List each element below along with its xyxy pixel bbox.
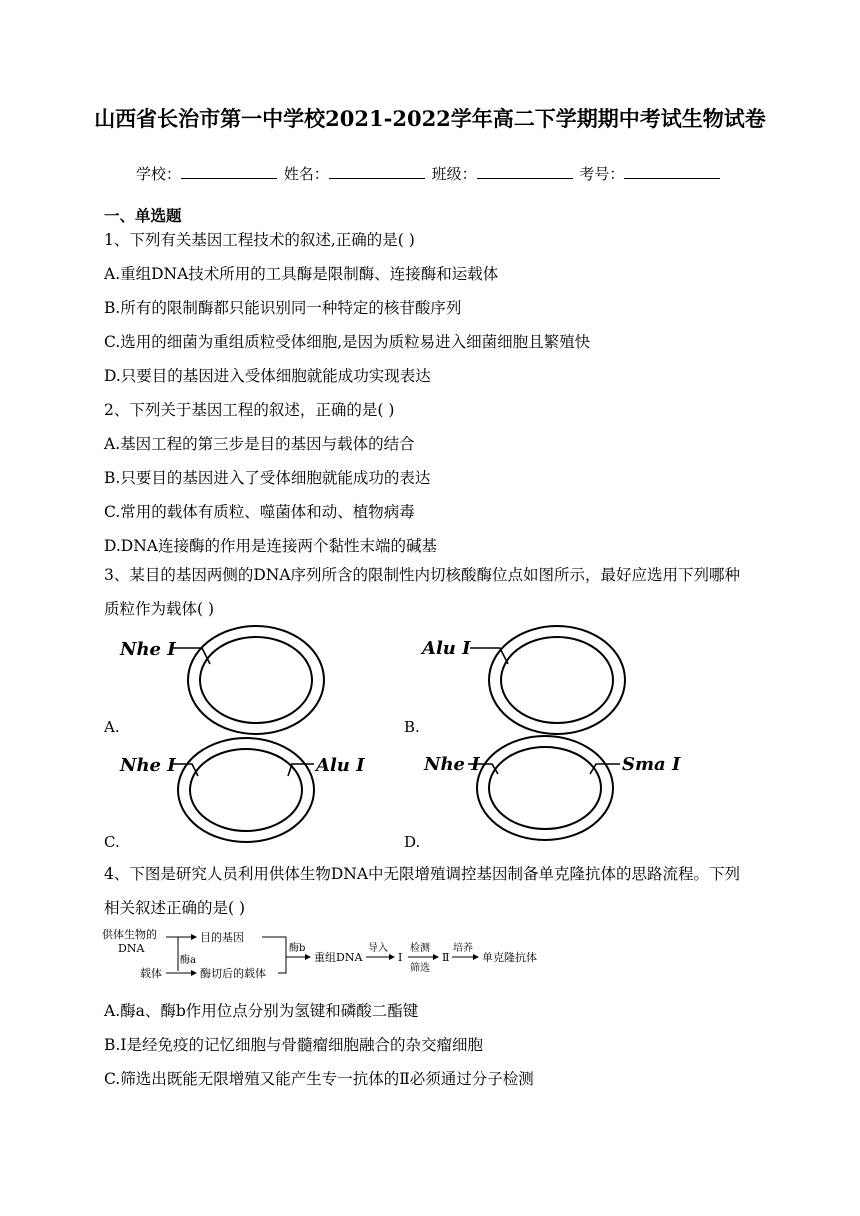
q3-option-a[interactable]: A. bbox=[104, 718, 120, 736]
flow-enzyme-a: 酶a bbox=[180, 955, 196, 966]
q4-stem: 4、下图是研究人员利用供体生物DNA中无限增殖调控基因制备单克隆抗体的思路流程。下列相关叙述正确的是( ) bbox=[104, 865, 741, 917]
flow-target-gene: 目的基因 bbox=[200, 931, 244, 944]
q3-option-b[interactable]: B. bbox=[404, 718, 420, 736]
plasmid-d[interactable] bbox=[423, 736, 681, 840]
flow-recombinant-dna: 重组DNA bbox=[314, 951, 363, 964]
q2-stem: 2、下列关于基因工程的叙述，正确的是( ) bbox=[104, 401, 395, 419]
flow-import: 导入 bbox=[368, 943, 388, 954]
class-blank[interactable] bbox=[477, 164, 573, 179]
page-title: 山西省长治市第一中学校2021-2022学年高二下学期期中考试生物试卷 bbox=[94, 106, 766, 131]
class-label: 班级： bbox=[431, 165, 477, 183]
q3-option-c[interactable]: C. bbox=[104, 833, 120, 851]
q4-option-a[interactable]: A.酶a、酶b作用位点分别为氢键和磷酸二酯键 bbox=[104, 1002, 419, 1020]
q2-option-c[interactable]: C.常用的载体有质粒、噬菌体和动、植物病毒 bbox=[104, 503, 415, 521]
q1-option-c[interactable]: C.选用的细菌为重组质粒受体细胞,是因为质粒易进入细菌细胞且繁殖快 bbox=[104, 333, 591, 351]
plasmid-d-right-site-label: Sma Ⅰ bbox=[622, 754, 681, 775]
plasmid-a[interactable] bbox=[119, 626, 324, 734]
flow-vector: 载体 bbox=[140, 967, 162, 980]
flow-enzyme-b: 酶b bbox=[289, 943, 306, 954]
plasmid-c-left-site-label: Nhe Ⅰ bbox=[120, 755, 176, 776]
q3-stem: 3、某目的基因两侧的DNA序列所含的限制性内切核酸酶位点如图所示，最好应选用下列哪种质粒作为载体( ) bbox=[104, 566, 741, 618]
flow-donor-line1: 供体生物的 bbox=[102, 928, 157, 941]
plasmid-c-right-site-label: Alu Ⅰ bbox=[316, 755, 365, 776]
q2-option-d[interactable]: D.DNA连接酶的作用是连接两个黏性末端的碱基 bbox=[104, 537, 437, 555]
q1-option-d[interactable]: D.只要目的基因进入受体细胞就能成功实现表达 bbox=[104, 367, 431, 385]
number-blank[interactable] bbox=[624, 164, 720, 179]
plasmid-c[interactable] bbox=[119, 738, 365, 842]
plasmid-b-site-label: Alu Ⅰ bbox=[422, 638, 471, 659]
q3-plasmid-figures bbox=[0, 620, 860, 860]
q2-option-a[interactable]: A.基因工程的第三步是目的基因与载体的结合 bbox=[104, 435, 415, 453]
name-label: 姓名： bbox=[283, 165, 329, 183]
q1-option-a[interactable]: A.重组DNA技术所用的工具酶是限制酶、连接酶和运载体 bbox=[104, 265, 499, 283]
number-label: 考号： bbox=[579, 165, 625, 183]
flow-detect: 检测 bbox=[410, 943, 430, 954]
section-heading: 一、单选题 bbox=[104, 206, 182, 225]
name-blank[interactable] bbox=[329, 164, 425, 179]
flow-cell-1: Ⅰ bbox=[398, 951, 403, 964]
q1-stem: 1、下列有关基因工程技术的叙述,正确的是( ) bbox=[104, 231, 415, 249]
flow-donor-line2: DNA bbox=[118, 942, 145, 955]
plasmid-a-site-label: Nhe Ⅰ bbox=[120, 639, 176, 660]
flow-product: 单克隆抗体 bbox=[482, 951, 537, 964]
q2-option-b[interactable]: B.只要目的基因进入了受体细胞就能成功的表达 bbox=[104, 469, 431, 487]
school-label: 学校： bbox=[136, 165, 182, 183]
student-info-row bbox=[136, 163, 722, 184]
q3-option-d[interactable]: D. bbox=[404, 833, 421, 851]
q4-flow-diagram bbox=[100, 925, 560, 985]
flow-culture: 培养 bbox=[453, 943, 473, 954]
school-blank[interactable] bbox=[181, 164, 277, 179]
q1-option-b[interactable]: B.所有的限制酶都只能识别同一种特定的核苷酸序列 bbox=[104, 299, 462, 317]
plasmid-d-left-site-label: Nhe Ⅰ bbox=[424, 754, 480, 775]
flow-screen: 筛选 bbox=[410, 963, 430, 974]
flow-cut-vector: 酶切后的载体 bbox=[200, 967, 266, 980]
plasmid-b[interactable] bbox=[420, 626, 625, 734]
q4-option-c[interactable]: C.筛选出既能无限增殖又能产生专一抗体的Ⅱ必须通过分子检测 bbox=[104, 1070, 534, 1088]
q4-option-b[interactable]: B.Ⅰ是经免疫的记忆细胞与骨髓瘤细胞融合的杂交瘤细胞 bbox=[104, 1036, 483, 1054]
flow-cell-2: Ⅱ bbox=[442, 951, 450, 964]
